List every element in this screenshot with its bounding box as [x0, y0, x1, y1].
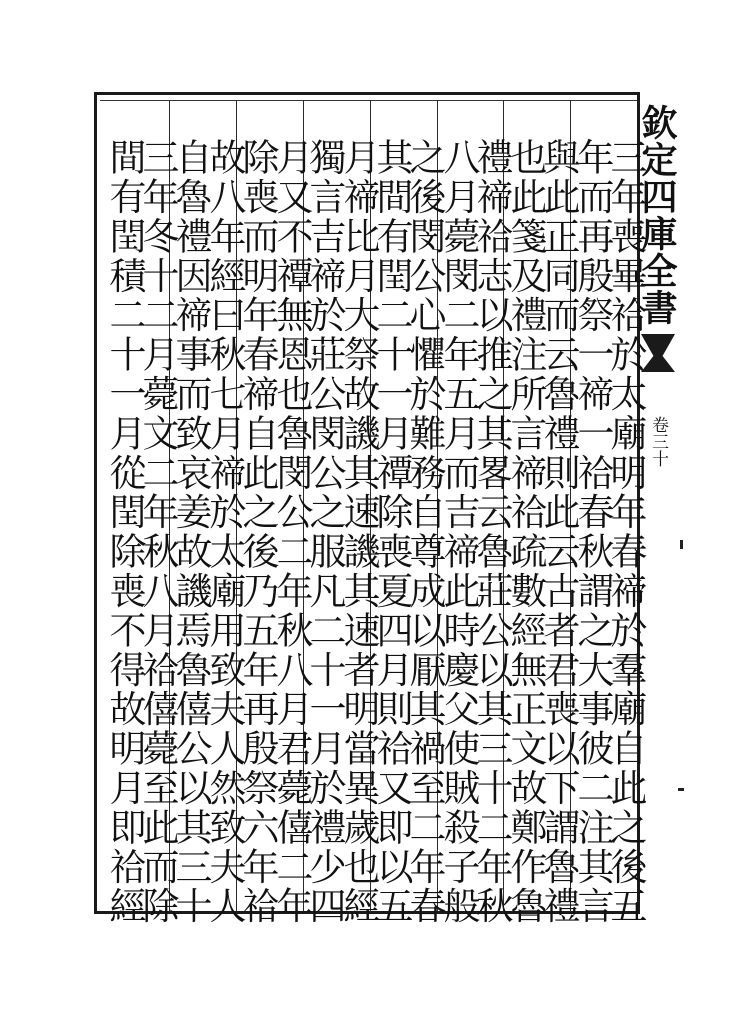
text-column-10: 獨言吉禘於莊公閔公之服凡二十一月於禮少四 [303, 138, 346, 926]
margin-tick-lower [678, 788, 684, 791]
margin-tick [680, 540, 683, 549]
volume-label: 卷三十 [648, 416, 668, 467]
text-column-7: 之後閔公心懼於難務自尊成以厭其禍至二年春 [403, 138, 446, 926]
text-column-8: 其間有閏二十一月禫除喪夏四月則祫又即以五 [370, 138, 413, 926]
text-column-14: 自魯禮因禘事而致哀姜故譏焉魯僖公以其三十 [169, 138, 212, 926]
text-column-15: 三年冬十二月薨文二年秋八月祫僖薨至此而除 [136, 138, 179, 926]
text-column-13: 故八年經曰秋七月禘於太廟用致夫人然致夫人 [203, 138, 246, 926]
text-column-6: 八月薨閔二年五月而吉禘此時慶父使賊殺子般 [437, 138, 480, 926]
text-column-11: 月又不禫無恩也魯閔公二年秋八月君薨僖二年 [270, 138, 313, 926]
text-column-5: 禮禘祫志以推之其畧云魯莊公以其三十二年秋 [470, 138, 513, 926]
text-column-3: 與此正同而云魯禮則此云古者君喪以下謂魯禮 [537, 138, 580, 926]
text-column-1: 三年喪畢祫於太廟明年春禘於羣廟自此之後五 [604, 138, 647, 926]
text-column-4: 也此箋及禮注所言禘祫疏數經無正文故鄭作魯 [504, 138, 547, 926]
text-column-2: 年而再殷祭一禘一祫春秋謂之大事彼二注其言 [571, 138, 614, 926]
text-column-9: 月禘比月大祭故譏其速譏其速者明當異歲也經 [337, 138, 380, 926]
text-column-12: 除喪而明年春禘自此之後乃五年再殷祭六年祫 [236, 138, 279, 926]
book-title: 欽定四庫全書 [636, 104, 678, 326]
inner-border-line [100, 100, 637, 101]
text-column-16: 間有閏積二十一月從閏除喪不得故明月即祫經 [103, 138, 146, 926]
